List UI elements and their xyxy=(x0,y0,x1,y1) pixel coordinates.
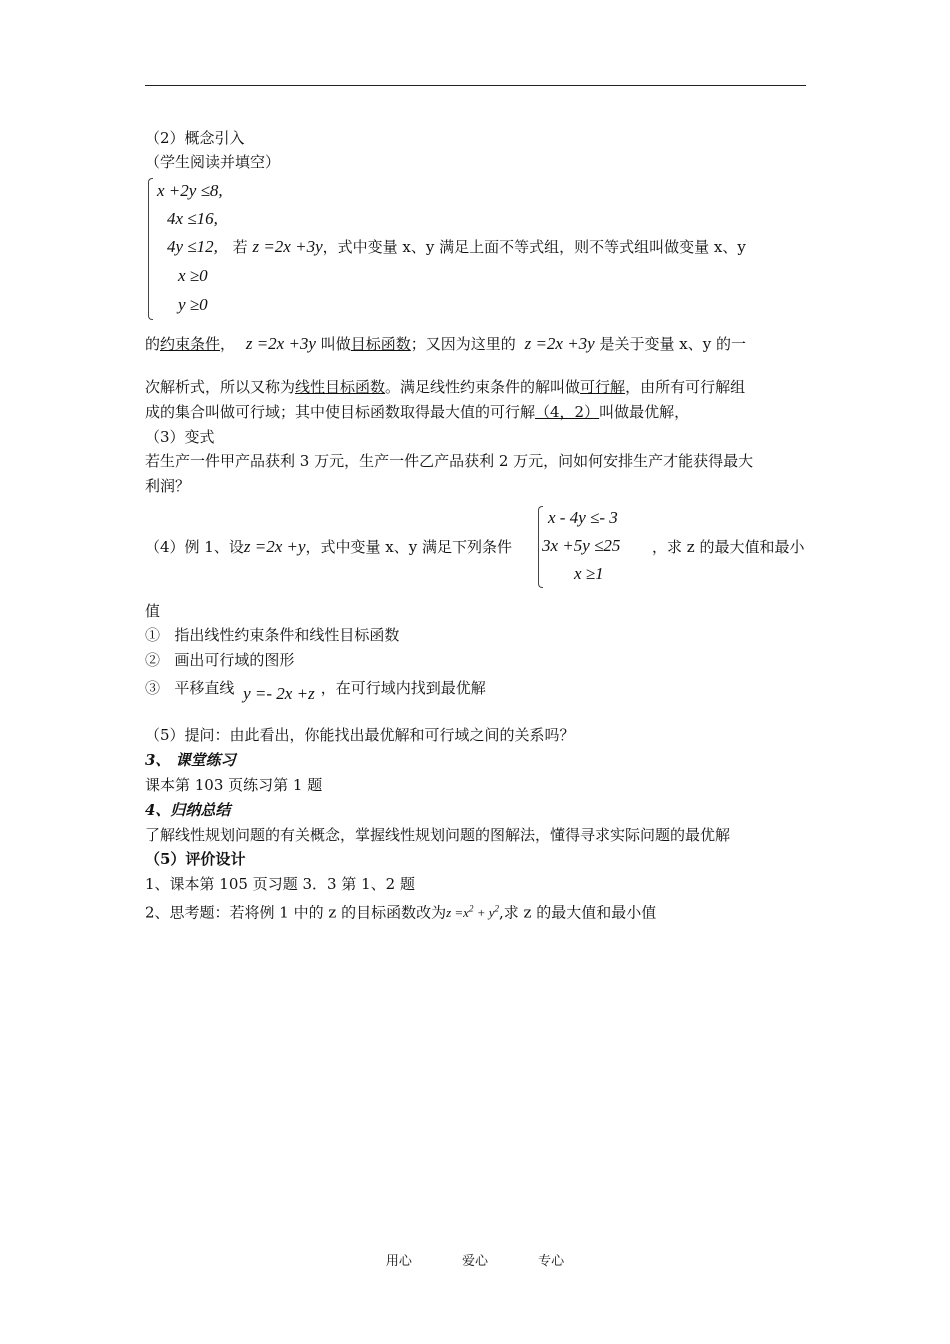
footer-text-2: 爱心 xyxy=(461,1254,488,1269)
objective-expr-2: z =2x +3y xyxy=(245,334,316,353)
objective-expr-3: z =2x +3y xyxy=(524,334,595,353)
practice-text: 课本第 103 页练习第 1 题 xyxy=(145,776,323,794)
para-a xyxy=(145,334,746,354)
section-3-line-2: 利润？ xyxy=(145,477,191,495)
example-1-cont: 值 xyxy=(145,602,161,620)
step-2-text: 画出可行域的图形 xyxy=(174,651,295,669)
summary-text: 了解线性规划问题的有关概念，掌握线性规划问题的图解法，懂得寻求实际问题的最优解 xyxy=(145,826,731,844)
system-1-row-3: 4y ≤12, xyxy=(167,237,218,256)
para-a-text-2: ， xyxy=(220,335,236,353)
para-b-text-3: ，由所有可行解组 xyxy=(625,378,746,396)
system-1-row-1: x +2y ≤8, xyxy=(157,181,223,200)
target-expr-sup-2: 2 xyxy=(494,904,499,914)
step-3 xyxy=(145,678,486,703)
system-2-row-1: x - 4y ≤- 3 xyxy=(548,508,618,527)
para-b-text-5: 叫做最优解， xyxy=(599,403,690,421)
footer-text-1: 用心 xyxy=(385,1254,412,1269)
evaluation-item-1: 1、课本第 105 页习题 3．3 第 1、2 题 xyxy=(145,875,415,893)
section-3-title: （3）变式 xyxy=(145,428,215,446)
evaluation-title: （5）评价设计 xyxy=(145,850,246,868)
term-constraint: 约束条件 xyxy=(160,335,221,353)
example-1-mid: ，式中变量 x、y 满足下列条件 xyxy=(305,538,512,556)
practice-title: 3、 课堂练习 xyxy=(145,751,236,769)
step-1 xyxy=(145,625,399,645)
para-a-text-3: 叫做 xyxy=(315,335,351,353)
step-2-num: ② xyxy=(145,651,161,669)
para-b-text-2: 。满足线性约束条件的解叫做 xyxy=(385,378,581,396)
system-1-text: ，式中变量 x、y 满足上面不等式组，则不等式组叫做变量 x、y xyxy=(322,238,746,256)
target-expr-sup-1: 2 xyxy=(468,904,474,914)
example-1-pre: （4）例 1、设 xyxy=(145,538,244,556)
section-3-line-1: 若生产一件甲产品获利 3 万元，生产一件乙产品获利 2 万元，问如何安排生产才能获得最大 xyxy=(145,452,754,470)
header-rule xyxy=(145,85,806,86)
para-a-text-1: 的 xyxy=(145,335,161,353)
step-2 xyxy=(145,650,294,670)
system-2-row-2: 3x +5y ≤25 xyxy=(542,536,621,555)
para-a-text-4: ；又因为这里的 xyxy=(410,335,516,353)
para-b-line-1 xyxy=(145,377,745,397)
system-1-row-5: y ≥0 xyxy=(178,295,208,314)
system-1-brace xyxy=(148,178,153,320)
step-3-num: ③ xyxy=(145,679,161,697)
system-2-row-3: x ≥1 xyxy=(574,564,604,583)
term-linear-objective: 线性目标函数 xyxy=(295,378,386,396)
evaluation-item-2-post: ,求 z 的最大值和最小值 xyxy=(498,903,657,922)
objective-expr-1: z =2x +3y xyxy=(252,237,323,256)
section-2-title: （2）概念引入 xyxy=(145,129,245,147)
target-function-expr xyxy=(446,905,499,920)
system-1-row-4: x ≥0 xyxy=(178,266,208,285)
step-1-num: ① xyxy=(145,626,161,644)
evaluation-item-2-pre: 2、思考题：若将例 1 中的 z 的目标函数改为 xyxy=(145,903,447,922)
para-b-text-4: 成的集合叫做可行域；其中使目标函数取得最大值的可行解 xyxy=(145,403,536,421)
term-objective: 目标函数 xyxy=(350,335,411,353)
section-2-note: （学生阅读并填空） xyxy=(145,153,281,171)
footer-text-3: 专心 xyxy=(538,1254,565,1269)
term-optimal-point: （4，2） xyxy=(535,403,600,421)
term-feasible-solution: 可行解 xyxy=(580,378,626,396)
evaluation-item-2 xyxy=(145,899,656,923)
target-expr-part-1: z =x xyxy=(446,905,469,921)
system-1-ruo: 若 xyxy=(232,238,248,256)
para-b-line-2 xyxy=(145,402,689,422)
example-objective-expr: z =2x +y xyxy=(243,537,306,556)
page-footer xyxy=(0,1250,950,1269)
target-expr-part-2: + y xyxy=(473,905,495,921)
step-3-text: 平移直线 xyxy=(174,679,235,697)
example-1-line xyxy=(145,537,512,557)
example-1-post: ，求 z 的最大值和最小 xyxy=(652,538,805,556)
step-3-tail: ，在可行域内找到最优解 xyxy=(320,679,486,697)
system-1-row-3-line xyxy=(167,236,746,258)
summary-title: 4、归纳总结 xyxy=(145,801,231,819)
para-b-text-1: 次解析式，所以又称为 xyxy=(145,378,296,396)
section-5-question: （5）提问：由此看出，你能找出最优解和可行域之间的关系吗？ xyxy=(145,726,575,744)
line-expr: y =- 2x +z xyxy=(243,684,315,703)
para-a-text-5: 是关于变量 x、y 的一 xyxy=(594,335,746,353)
system-1-row-2: 4x ≤16, xyxy=(167,209,218,228)
step-1-text: 指出线性约束条件和线性目标函数 xyxy=(174,626,400,644)
